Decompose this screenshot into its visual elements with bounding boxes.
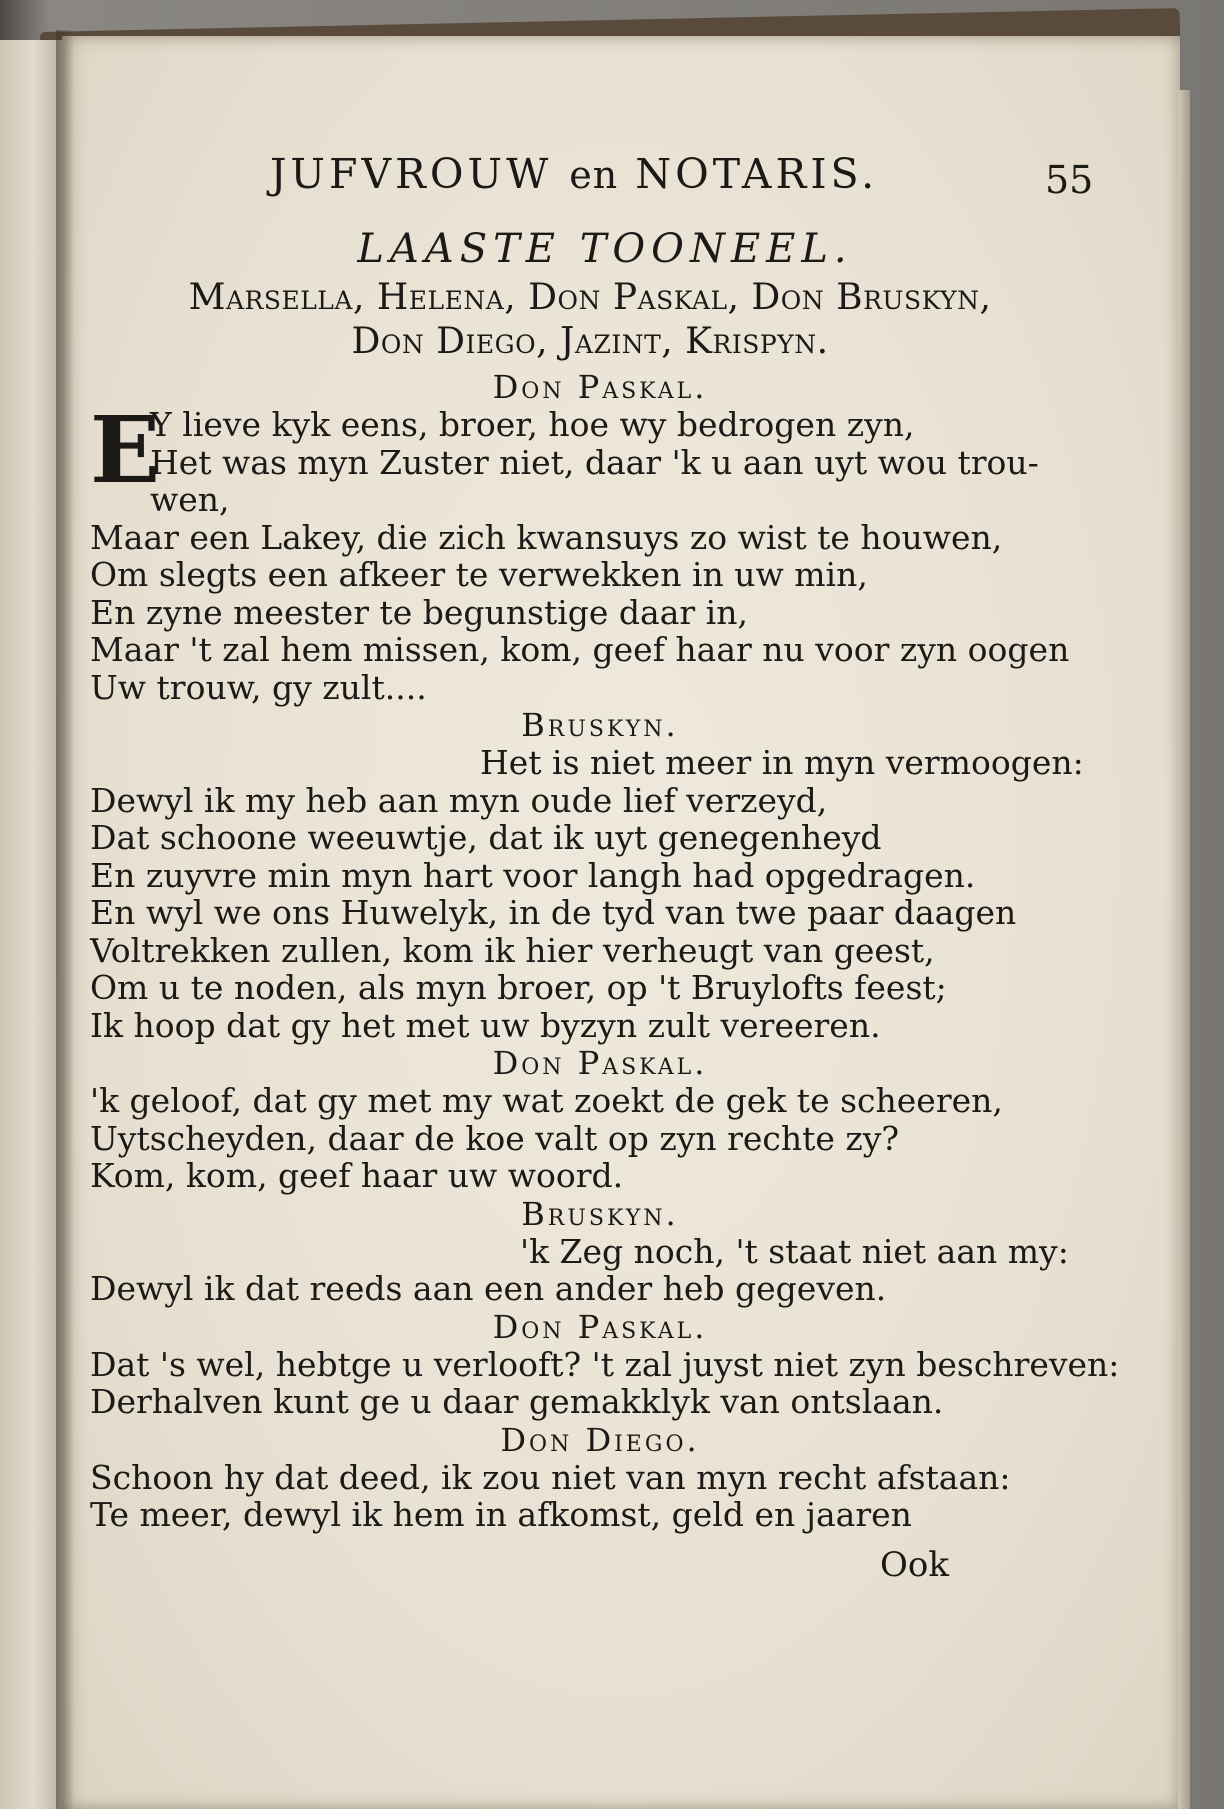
verse-line: Maar 't zal hem missen, kom, geef haar nu voor zyn oogen xyxy=(90,630,1070,669)
verse-line: Het is niet meer in myn vermoogen: xyxy=(480,743,1084,782)
verse-line: En zyne meester te begunstige daar in, xyxy=(90,592,748,632)
verse-line: Maar een Lakey, die zich kwansuys zo wist te houwen, xyxy=(90,517,1003,557)
running-title-part: en xyxy=(569,153,619,197)
speech xyxy=(90,1233,1070,1308)
verse-line: Uw trouw, gy zult.... xyxy=(90,667,427,707)
verse-line: Voltrekken zullen, kom ik hier verheugt van geest, xyxy=(90,930,935,970)
verse-line: En wyl we ons Huwelyk, in de tyd van twe paar daagen xyxy=(90,893,1017,932)
verse-line: Uytscheyden, daar de koe valt op zyn rechte zy? xyxy=(90,1118,900,1158)
verse-line: Schoon hy dat deed, ik zou niet van myn recht afstaan: xyxy=(90,1457,1011,1497)
verse-line: En zuyvre min myn hart voor langh had opgedragen. xyxy=(90,855,976,895)
page-edge xyxy=(1178,90,1190,1809)
verse-line: Kom, kom, geef haar uw woord. xyxy=(90,1156,624,1195)
verse-line: Het was myn Zuster niet, daar 'k u aan uyt wou trou- xyxy=(150,442,1039,482)
verse-line: Dewyl ik my heb aan myn oude lief verzeyd, xyxy=(90,780,828,820)
speech xyxy=(90,1459,1070,1534)
cast-line: Marsella, Helena, Don Paskal, Don Bruskyn, xyxy=(188,277,992,318)
catchword: Ook xyxy=(880,1545,949,1585)
verse-line: 'k Zeg noch, 't staat niet aan my: xyxy=(520,1231,1069,1271)
speaker-name: Bruskyn. xyxy=(521,706,679,744)
drop-cap: E xyxy=(90,396,161,504)
cast-list xyxy=(90,276,1070,364)
running-head xyxy=(90,150,1094,230)
scene-heading: LAASTE TOONEEL. xyxy=(357,226,853,272)
verse-line: 'k geloof, dat gy met my wat zoekt de gek te scheeren, xyxy=(90,1081,1003,1120)
verse-line: Om u te noden, als myn broer, op 't Bruylofts feest; xyxy=(90,968,947,1007)
spine-shadow xyxy=(56,30,74,1809)
verse-line: Te meer, dewyl ik hem in afkomst, geld en jaaren xyxy=(90,1495,912,1534)
running-title-part: NOTARIS. xyxy=(618,150,879,198)
speech xyxy=(90,1344,1120,1421)
verse-line: Dat schoone weeuwtje, dat ik uyt genegenheyd xyxy=(90,818,882,857)
verse-line: wen, xyxy=(150,480,230,519)
verse-line: Dewyl ik dat reeds aan een ander heb gegeven. xyxy=(90,1269,887,1308)
verse-line: Om slegts een afkeer te verwekken in uw min, xyxy=(90,555,868,594)
page-number: 55 xyxy=(1045,158,1094,202)
verse-line: Y lieve kyk eens, broer, hoe wy bedrogen zyn, xyxy=(150,405,915,444)
speech xyxy=(90,396,1070,707)
speaker-name: Don Paskal. xyxy=(492,1044,708,1082)
cast-line: Don Diego, Jazint, Krispyn. xyxy=(351,321,829,362)
verse-line: Dat 's wel, hebtge u verlooft? 't zal juyst niet zyn beschreven: xyxy=(90,1344,1120,1384)
facing-page-edge xyxy=(0,40,64,1809)
speaker-name: Bruskyn. xyxy=(521,1194,679,1233)
running-title-part: JUFVROUW xyxy=(270,150,570,198)
speech xyxy=(90,743,1084,1045)
speaker-name: Don Paskal. xyxy=(492,1307,708,1346)
verse-line: Ik hoop dat gy het met uw byzyn zult vereeren. xyxy=(90,1005,881,1045)
verse-line: Derhalven kunt ge u daar gemakklyk van ontslaan. xyxy=(90,1382,944,1421)
speaker-name: Don Paskal. xyxy=(492,368,708,406)
speech xyxy=(90,1082,1070,1195)
page-text xyxy=(90,150,1120,1534)
running-title xyxy=(270,150,878,198)
speaker-name: Don Diego. xyxy=(500,1420,700,1459)
